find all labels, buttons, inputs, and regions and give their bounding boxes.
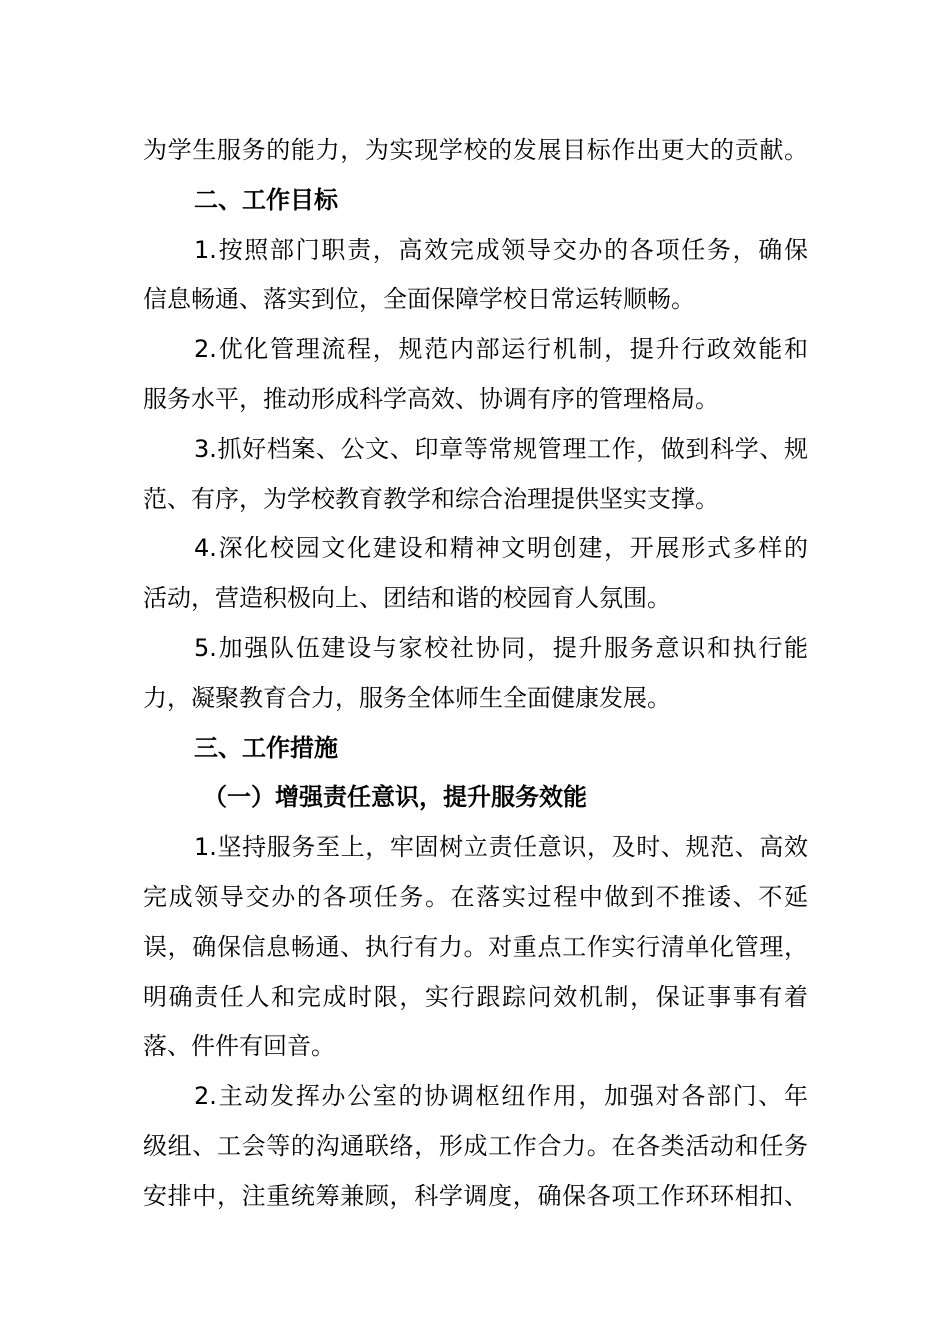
- paragraph-line: 为学生服务的能力，为实现学校的发展目标作出更大的贡献。: [143, 136, 808, 164]
- paragraph-line: 落、件件有回音。: [143, 1032, 335, 1061]
- section-heading-measures: 三、工作措施: [194, 733, 338, 762]
- paragraph-line: 5.加强队伍建设与家校社协同，提升服务意识和执行能: [194, 633, 808, 662]
- section-heading-goals: 二、工作目标: [194, 185, 338, 214]
- paragraph-line: 力，凝聚教育合力，服务全体师生全面健康发展。: [143, 683, 671, 712]
- subsection-heading: （一）增强责任意识，提升服务效能: [203, 783, 587, 812]
- paragraph-line: 完成领导交办的各项任务。在落实过程中做到不推诿、不延: [143, 882, 808, 911]
- paragraph-line: 安排中，注重统筹兼顾，科学调度，确保各项工作环环相扣、: [143, 1181, 808, 1210]
- paragraph-line: 1.坚持服务至上，牢固树立责任意识，及时、规范、高效: [194, 833, 808, 862]
- paragraph-line: 2.优化管理流程，规范内部运行机制，提升行政效能和: [194, 335, 808, 364]
- paragraph-line: 误，确保信息畅通、执行有力。对重点工作实行清单化管理，: [143, 932, 808, 961]
- paragraph-line: 级组、工会等的沟通联络，形成工作合力。在各类活动和任务: [143, 1131, 808, 1160]
- paragraph-line: 服务水平，推动形成科学高效、协调有序的管理格局。: [143, 384, 719, 413]
- paragraph-line: 信息畅通、落实到位，全面保障学校日常运转顺畅。: [143, 285, 695, 314]
- paragraph-line: 1.按照部门职责，高效完成领导交办的各项任务，确保: [194, 235, 808, 264]
- paragraph-line: 活动，营造积极向上、团结和谐的校园育人氛围。: [143, 584, 671, 613]
- paragraph-line: 明确责任人和完成时限，实行跟踪问效机制，保证事事有着: [143, 982, 808, 1011]
- paragraph-line: 4.深化校园文化建设和精神文明创建，开展形式多样的: [194, 534, 808, 563]
- paragraph-line: 3.抓好档案、公文、印章等常规管理工作，做到科学、规: [194, 434, 808, 463]
- document-page: [143, 126, 808, 1222]
- paragraph-line: 范、有序，为学校教育教学和综合治理提供坚实支撑。: [143, 484, 719, 513]
- paragraph-line: 2.主动发挥办公室的协调枢纽作用，加强对各部门、年: [194, 1082, 808, 1111]
